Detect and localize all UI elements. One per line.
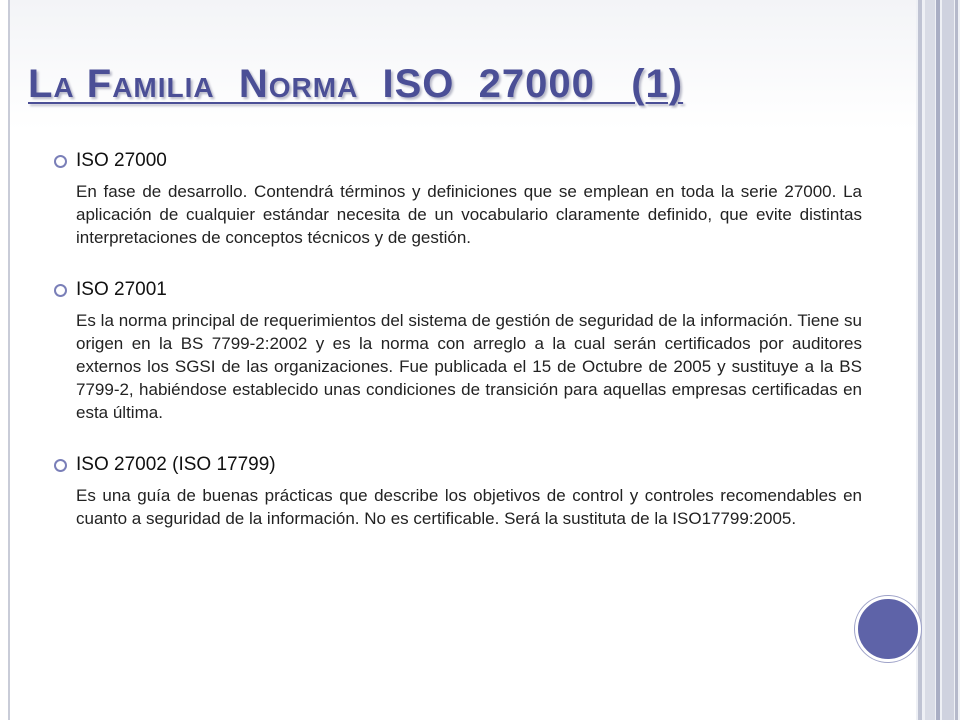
list-item [50, 148, 862, 249]
left-frame-line [8, 0, 10, 720]
list-item [50, 452, 862, 530]
item-heading: ISO 27002 (ISO 17799) [76, 454, 276, 475]
stripe [955, 0, 958, 720]
ring-bullet-icon [54, 155, 67, 168]
stripe [942, 0, 954, 720]
bullet-list [50, 148, 862, 530]
circle-decoration-icon [855, 596, 921, 662]
ring-bullet-icon [54, 284, 67, 297]
item-body: En fase de desarrollo. Contendrá términos y definiciones que se emplean en toda la serie 27000. La aplicación de cualquier estándar necesita de un vocabulario claramente definido, que evite distintas interpretaciones de conceptos técnicos y de gestión. [76, 182, 862, 247]
item-body: Es una guía de buenas prácticas que describe los objetivos de control y controles recomendables en cuanto a seguridad de la información. No es certificable. Será la sustituta de la ISO17799:2005. [76, 486, 862, 528]
slide-title: La Familia Norma ISO 27000 (1) [28, 62, 684, 106]
item-heading: ISO 27000 [76, 150, 167, 171]
list-item [50, 277, 862, 424]
ring-bullet-icon [54, 459, 67, 472]
stripe [936, 0, 940, 720]
stripe [918, 0, 922, 720]
item-heading: ISO 27001 [76, 279, 167, 300]
stripe [925, 0, 935, 720]
item-body: Es la norma principal de requerimientos del sistema de gestión de seguridad de la información. Tiene su origen en la BS 7799-2:2002 y es la norma con arreglo a la cual serán certificados por auditores externos los SGSI de las organizaciones. Fue publicada el 15 de Octubre de 2005 y sustituye a la BS 7799-2, habiéndose establecido unas condiciones de transición para aquellas empresas certificadas en esta última. [76, 311, 862, 422]
